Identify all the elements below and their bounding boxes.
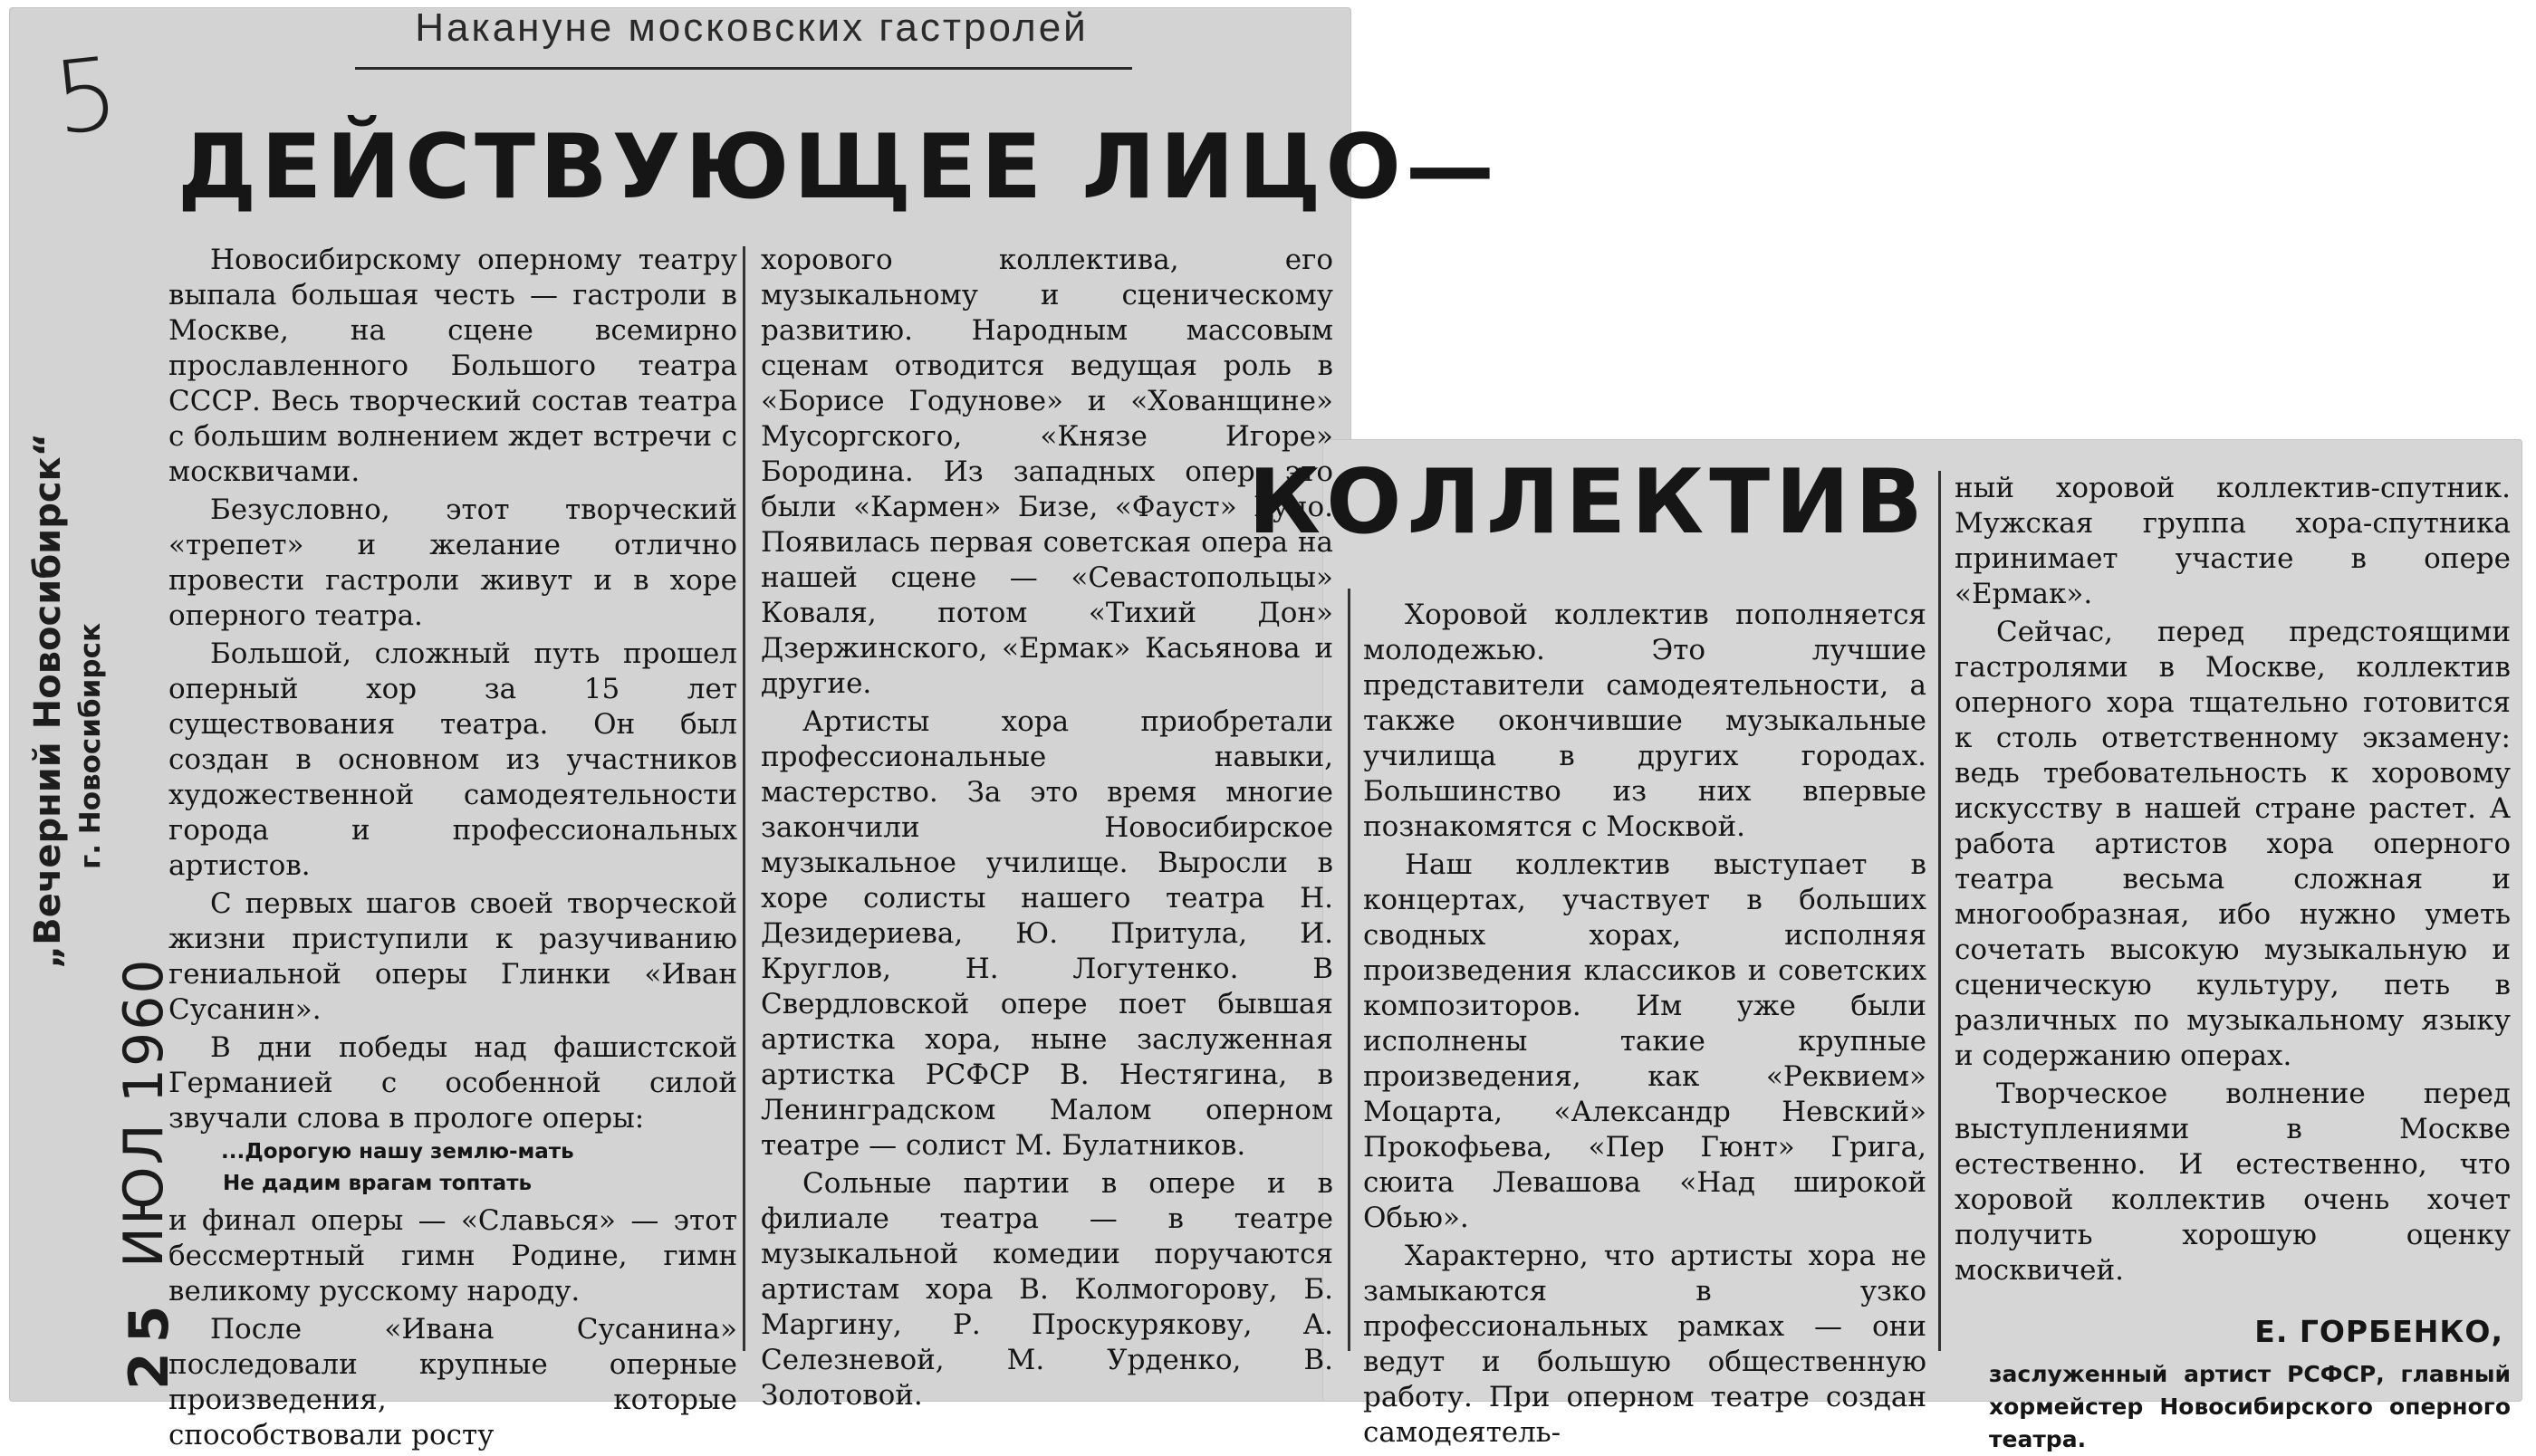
source-city: г. Новосибирск — [74, 623, 107, 869]
author-name: Е. ГОРБЕНКО, — [2254, 1314, 2503, 1349]
pencil-page-number: 5 — [48, 34, 124, 158]
paragraph: Хоровой коллектив пополняется молодежью. Это лучшие представители самодеятельности, а также окончившие музыкальные училища в других городах. Большинство из них впервые познакомятся с Москвой. — [1363, 599, 1926, 843]
date-stamp-month-year: ИЮЛ 1960 — [112, 957, 176, 1268]
paragraph: В дни победы над фашистской Германией с особенной силой звучали слова в прологе оперы: — [168, 1031, 737, 1135]
paragraph: Сейчас, перед предстоящими гастролями в Москве, коллектив оперного хора тщательно готовится к столь ответственному экзамену: ведь требовательность к хоровому искусству в нашей стране растет. А работа артистов хора оперного театра весьма сложная и многообразная, ибо нужно уметь сочетать высокую музыкальную и сценическую культуру, петь в различных по музыкальному языку и содержанию операх. — [1955, 616, 2511, 1072]
author-title: заслуженный артист РСФСР, главный хормейстер Новосибирского оперного театра. — [1989, 1361, 2511, 1452]
article-column-1 — [168, 243, 737, 1453]
column-rule — [1348, 589, 1350, 1351]
headline-part-2: КОЛЛЕКТИВ — [1248, 451, 1928, 554]
paragraph: Сольные партии в опере и в филиале театра — в театре музыкальной комедии поручаются артистам хора В. Колмогорову, Б. Маргину, Р. Проскурякову, А. Селезневой, М. Урденко, В. Золотовой. — [761, 1167, 1333, 1412]
paragraph: После «Ивана Сусанина» последовали крупные оперные произведения, которые способствовали росту — [168, 1313, 737, 1451]
verse-line: Не дадим врагам топтать — [223, 1172, 533, 1195]
paragraph: Наш коллектив выступает в концертах, участвует в больших сводных хорах, исполняя произведения классиков и советских композиторов. Им уже были исполнены такие крупные произведения, как «Реквием» Моцарта, «Александр Невский» Прокофьева, «Пер Гюнт» Грига, сюита Левашова «Над широкой Обью». — [1363, 848, 1926, 1234]
paragraph: Безусловно, этот творческий «трепет» и желание отлично провести гастроли живут и в хоре оперного театра. — [168, 493, 737, 632]
paragraph: Творческое волнение перед выступлениями в Москве естественно. И естественно, что хоровой коллектив очень хочет получить хорошую оценку москвичей. — [1955, 1078, 2511, 1287]
article-column-2 — [761, 243, 1333, 1413]
paragraph: хорового коллектива, его музыкальному и сценическому развитию. Народным массовым сценам отводится ведущая роль в «Борисе Годунове» и «Хованщине» Мусоргского, «Князе Игоре» Бородина. Из западных опер это были «Кармен» Бизе, «Фауст» Гуно. Появилась первая советская опера на нашей сцене — «Севастопольцы» Коваля, потом «Тихий Дон» Дзержинского, «Ермак» Касьянова и другие. — [761, 244, 1333, 700]
paragraph: Большой, сложный путь прошел оперный хор за 15 лет существования театра. Он был создан в основном из участников художественной самодеятельности города и профессиональных артистов. — [168, 637, 737, 882]
article-kicker: Накануне московских гастролей — [415, 5, 1089, 50]
headline-part-1: ДЕЙСТВУЮЩЕЕ ЛИЦО— — [178, 116, 1499, 219]
paragraph: Новосибирскому оперному театру выпала большая честь — гастроли в Москве, на сцене всемирно прославленного Большого театра СССР. Весь творческий состав театра с большим волнением ждет встречи с москвичами. — [168, 244, 737, 488]
paragraph: Артисты хора приобретали профессиональные навыки, мастерство. За это время многие закончили Новосибирское музыкальное училище. Выросли в хоре солисты нашего театра Н. Дезидериева, Ю. Притула, И. Круглов, Н. Логутенко. В Свердловской опере поет бывшая артистка хора, ныне заслуженная артистка РСФСР В. Нестягина, в Ленинградском Малом оперном театре — солист М. Булатников. — [761, 705, 1333, 1162]
column-rule — [1938, 471, 1941, 1351]
paragraph: Характерно, что артисты хора не замыкаются в узко профессиональных рамках — они ведут и большую общественную работу. При оперном театре создан самодеятель- — [1363, 1240, 1926, 1449]
verse-line: ...Дорогую нашу землю-мать — [221, 1140, 574, 1164]
column-rule — [743, 246, 745, 1351]
paragraph: С первых шагов своей творческой жизни приступили к разучиванию гениальной оперы Глинки «Иван Сусанин». — [168, 887, 737, 1026]
paragraph: и финал оперы — «Славься» — этот бессмертный гимн Родине, гимн великому русскому народу. — [168, 1204, 737, 1308]
article-column-4 — [1955, 471, 2511, 1456]
opera-verse-quote — [168, 1136, 737, 1200]
date-stamp-day: 25 — [118, 1296, 181, 1390]
article-column-3 — [1363, 598, 1926, 1451]
paragraph: ный хоровой коллектив-спутник. Мужская группа хора-спутника принимает участие в опере «Ермак». — [1955, 472, 2511, 610]
kicker-underline — [355, 67, 1132, 70]
source-newspaper: „Вечерний Новосибирск“ — [27, 433, 69, 969]
